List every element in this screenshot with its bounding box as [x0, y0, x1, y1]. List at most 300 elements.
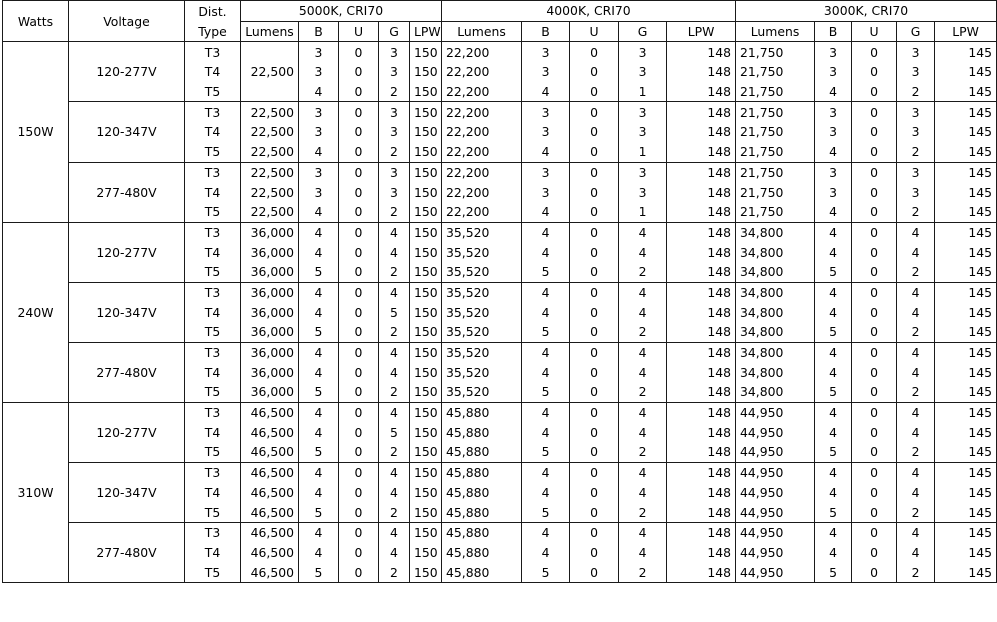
4000k-b-cell: 4	[522, 302, 570, 322]
3000k-g-cell: 3	[897, 122, 935, 142]
5000k-b-cell: 4	[299, 302, 339, 322]
3000k-lpw-cell: 145	[935, 562, 997, 582]
3000k-lumens-cell: 34,800	[736, 342, 815, 362]
voltage-cell: 120-277V	[69, 42, 185, 102]
3000k-g-cell: 4	[897, 483, 935, 503]
4000k-b-cell: 5	[522, 382, 570, 402]
3000k-u-cell: 0	[852, 562, 897, 582]
3000k-lumens-cell: 34,800	[736, 242, 815, 262]
5000k-lumens-cell: 22,500	[241, 162, 299, 182]
3000k-b-cell: 4	[815, 142, 852, 162]
dist-type-header-top: Dist.	[185, 1, 241, 22]
4000k-g-cell: 3	[619, 62, 667, 82]
5000k-g-cell: 4	[379, 362, 410, 382]
5000k-b-cell: 4	[299, 202, 339, 222]
header-row-groups	[3, 1, 997, 22]
lpw-header: LPW	[935, 21, 997, 42]
3000k-u-cell: 0	[852, 42, 897, 62]
5000k-b-cell: 3	[299, 122, 339, 142]
4000k-lumens-cell: 45,880	[442, 543, 522, 563]
3000k-g-cell: 2	[897, 82, 935, 102]
5000k-lumens-cell: 46,500	[241, 522, 299, 542]
5000k-lumens-cell: 22,500	[241, 202, 299, 222]
3000k-g-cell: 4	[897, 302, 935, 322]
4000k-g-cell: 4	[619, 483, 667, 503]
5000k-lpw-cell: 150	[410, 522, 442, 542]
dist-type-cell: T4	[185, 62, 241, 82]
4000k-lumens-cell: 35,520	[442, 302, 522, 322]
4000k-u-cell: 0	[570, 122, 619, 142]
5000k-lumens-cell: 46,500	[241, 502, 299, 522]
3000k-b-cell: 4	[815, 522, 852, 542]
4000k-u-cell: 0	[570, 302, 619, 322]
4000k-lpw-cell: 148	[667, 242, 736, 262]
4000k-lpw-cell: 148	[667, 42, 736, 62]
dist-type-cell: T4	[185, 302, 241, 322]
4000k-b-cell: 4	[522, 522, 570, 542]
3000k-lumens-cell: 34,800	[736, 362, 815, 382]
5000k-lpw-cell: 150	[410, 62, 442, 82]
4000k-b-cell: 3	[522, 182, 570, 202]
3000k-u-cell: 0	[852, 162, 897, 182]
4000k-g-cell: 4	[619, 282, 667, 302]
5000k-lpw-cell: 150	[410, 543, 442, 563]
3000k-lumens-cell: 34,800	[736, 222, 815, 242]
4000k-g-cell: 2	[619, 262, 667, 282]
5000k-u-cell: 0	[339, 222, 379, 242]
3000k-lumens-cell: 21,750	[736, 102, 815, 122]
5000k-g-cell: 4	[379, 282, 410, 302]
lumens-header: Lumens	[442, 21, 522, 42]
watts-header: Watts	[3, 1, 69, 42]
4000k-u-cell: 0	[570, 442, 619, 462]
4000k-g-cell: 1	[619, 82, 667, 102]
watts-cell: 150W	[3, 42, 69, 222]
5000k-lumens-cell: 46,500	[241, 483, 299, 503]
4000k-u-cell: 0	[570, 422, 619, 442]
3000k-b-cell: 5	[815, 262, 852, 282]
5000k-g-cell: 5	[379, 422, 410, 442]
3000k-lpw-cell: 145	[935, 142, 997, 162]
u-header: U	[339, 21, 379, 42]
5000k-g-cell: 2	[379, 142, 410, 162]
5000k-lumens-cell	[241, 42, 299, 62]
5000k-lumens-cell: 36,000	[241, 282, 299, 302]
3000k-b-cell: 4	[815, 222, 852, 242]
5000k-g-cell: 4	[379, 222, 410, 242]
3000k-lumens-cell: 34,800	[736, 262, 815, 282]
4000k-b-cell: 4	[522, 342, 570, 362]
4000k-u-cell: 0	[570, 483, 619, 503]
4000k-lumens-cell: 45,880	[442, 522, 522, 542]
3000k-u-cell: 0	[852, 142, 897, 162]
4000k-g-cell: 4	[619, 302, 667, 322]
3000k-lpw-cell: 145	[935, 242, 997, 262]
5000k-g-cell: 4	[379, 462, 410, 482]
spec-table	[2, 0, 997, 583]
3000k-lumens-cell: 21,750	[736, 162, 815, 182]
4000k-lumens-cell: 45,880	[442, 422, 522, 442]
voltage-cell: 120-277V	[69, 222, 185, 282]
3000k-u-cell: 0	[852, 442, 897, 462]
4000k-g-cell: 3	[619, 182, 667, 202]
4000k-u-cell: 0	[570, 402, 619, 422]
4000k-b-cell: 4	[522, 483, 570, 503]
table-row	[3, 342, 997, 362]
5000k-lpw-cell: 150	[410, 282, 442, 302]
5000k-g-cell: 3	[379, 42, 410, 62]
dist-type-cell: T3	[185, 42, 241, 62]
4000k-u-cell: 0	[570, 202, 619, 222]
dist-type-cell: T4	[185, 122, 241, 142]
5000k-b-cell: 4	[299, 422, 339, 442]
5000k-u-cell: 0	[339, 543, 379, 563]
lpw-header: LPW	[410, 21, 442, 42]
5000k-u-cell: 0	[339, 202, 379, 222]
5000k-lpw-cell: 150	[410, 362, 442, 382]
4000k-b-cell: 4	[522, 142, 570, 162]
4000k-lumens-cell: 35,520	[442, 262, 522, 282]
3000k-u-cell: 0	[852, 282, 897, 302]
4000k-lpw-cell: 148	[667, 522, 736, 542]
4000k-g-cell: 3	[619, 42, 667, 62]
3000k-u-cell: 0	[852, 222, 897, 242]
3000k-lpw-cell: 145	[935, 502, 997, 522]
5000k-u-cell: 0	[339, 302, 379, 322]
3000k-u-cell: 0	[852, 202, 897, 222]
4000k-lumens-cell: 22,200	[442, 182, 522, 202]
4000k-lumens-cell: 22,200	[442, 42, 522, 62]
4000k-lpw-cell: 148	[667, 102, 736, 122]
3000k-b-cell: 4	[815, 543, 852, 563]
3000k-lumens-cell: 21,750	[736, 42, 815, 62]
4000k-b-cell: 3	[522, 42, 570, 62]
5000k-lumens-cell: 36,000	[241, 262, 299, 282]
3000k-lpw-cell: 145	[935, 462, 997, 482]
3000k-lpw-cell: 145	[935, 122, 997, 142]
3000k-b-cell: 5	[815, 442, 852, 462]
3000k-u-cell: 0	[852, 342, 897, 362]
5000k-lpw-cell: 150	[410, 562, 442, 582]
5000k-lumens-cell: 22,500	[241, 122, 299, 142]
dist-type-cell: T4	[185, 362, 241, 382]
4000k-b-cell: 5	[522, 502, 570, 522]
3000k-lpw-cell: 145	[935, 402, 997, 422]
3000k-lumens-cell: 44,950	[736, 402, 815, 422]
5000k-g-cell: 2	[379, 502, 410, 522]
4000k-b-cell: 4	[522, 402, 570, 422]
5000k-g-cell: 2	[379, 562, 410, 582]
4000k-g-cell: 3	[619, 162, 667, 182]
4000k-lpw-cell: 148	[667, 302, 736, 322]
3000k-u-cell: 0	[852, 483, 897, 503]
3000k-lumens-cell: 34,800	[736, 282, 815, 302]
dist-type-cell: T5	[185, 82, 241, 102]
dist-type-cell: T5	[185, 142, 241, 162]
4000k-g-cell: 3	[619, 122, 667, 142]
5000k-g-cell: 2	[379, 442, 410, 462]
4000k-lpw-cell: 148	[667, 122, 736, 142]
4000k-g-cell: 3	[619, 102, 667, 122]
5000k-u-cell: 0	[339, 422, 379, 442]
5000k-u-cell: 0	[339, 483, 379, 503]
4000k-lumens-cell: 35,520	[442, 282, 522, 302]
4000k-lumens-cell: 35,520	[442, 222, 522, 242]
4000k-b-cell: 3	[522, 102, 570, 122]
3000k-b-cell: 4	[815, 462, 852, 482]
5000k-b-cell: 4	[299, 282, 339, 302]
3000k-lpw-cell: 145	[935, 483, 997, 503]
5000k-g-cell: 3	[379, 122, 410, 142]
5000k-lpw-cell: 150	[410, 342, 442, 362]
3000k-g-cell: 2	[897, 502, 935, 522]
3000k-u-cell: 0	[852, 422, 897, 442]
voltage-cell: 277-480V	[69, 162, 185, 222]
4000k-lpw-cell: 148	[667, 182, 736, 202]
3000k-g-cell: 4	[897, 543, 935, 563]
4000k-u-cell: 0	[570, 142, 619, 162]
3000k-lpw-cell: 145	[935, 222, 997, 242]
3000k-g-cell: 3	[897, 182, 935, 202]
5000k-b-cell: 4	[299, 342, 339, 362]
4000k-u-cell: 0	[570, 182, 619, 202]
3000k-lpw-cell: 145	[935, 102, 997, 122]
table-row	[3, 522, 997, 542]
5000k-lpw-cell: 150	[410, 182, 442, 202]
b-header: B	[299, 21, 339, 42]
g-header: G	[379, 21, 410, 42]
dist-type-cell: T5	[185, 322, 241, 342]
4000k-u-cell: 0	[570, 342, 619, 362]
3000k-lpw-cell: 145	[935, 262, 997, 282]
5000k-lumens-cell: 36,000	[241, 322, 299, 342]
5000k-u-cell: 0	[339, 262, 379, 282]
dist-type-cell: T3	[185, 462, 241, 482]
3000k-lpw-cell: 145	[935, 82, 997, 102]
table-row	[3, 42, 997, 62]
table-row	[3, 462, 997, 482]
3000k-g-cell: 2	[897, 262, 935, 282]
dist-type-cell: T5	[185, 502, 241, 522]
5000k-u-cell: 0	[339, 322, 379, 342]
u-header: U	[852, 21, 897, 42]
5000k-b-cell: 4	[299, 522, 339, 542]
3000k-g-cell: 4	[897, 362, 935, 382]
4000k-b-cell: 3	[522, 122, 570, 142]
4000k-b-cell: 4	[522, 282, 570, 302]
4000k-lpw-cell: 148	[667, 422, 736, 442]
5000k-lpw-cell: 150	[410, 442, 442, 462]
cct-3000k-header: 3000K, CRI70	[736, 1, 997, 22]
5000k-lumens-cell	[241, 82, 299, 102]
3000k-lumens-cell: 44,950	[736, 502, 815, 522]
dist-type-cell: T4	[185, 543, 241, 563]
dist-type-header-bottom: Type	[185, 21, 241, 42]
5000k-b-cell: 5	[299, 382, 339, 402]
4000k-g-cell: 4	[619, 342, 667, 362]
3000k-u-cell: 0	[852, 502, 897, 522]
5000k-b-cell: 4	[299, 82, 339, 102]
5000k-lumens-cell: 36,000	[241, 362, 299, 382]
3000k-g-cell: 2	[897, 322, 935, 342]
g-header: G	[619, 21, 667, 42]
3000k-g-cell: 4	[897, 342, 935, 362]
5000k-u-cell: 0	[339, 82, 379, 102]
dist-type-cell: T5	[185, 262, 241, 282]
5000k-lumens-cell: 46,500	[241, 543, 299, 563]
4000k-g-cell: 2	[619, 502, 667, 522]
5000k-b-cell: 4	[299, 142, 339, 162]
5000k-u-cell: 0	[339, 362, 379, 382]
voltage-cell: 120-347V	[69, 282, 185, 342]
dist-type-cell: T3	[185, 282, 241, 302]
4000k-u-cell: 0	[570, 222, 619, 242]
table-row	[3, 282, 997, 302]
3000k-lpw-cell: 145	[935, 362, 997, 382]
4000k-lumens-cell: 35,520	[442, 382, 522, 402]
4000k-b-cell: 5	[522, 322, 570, 342]
4000k-lumens-cell: 35,520	[442, 242, 522, 262]
5000k-g-cell: 4	[379, 522, 410, 542]
5000k-g-cell: 4	[379, 242, 410, 262]
5000k-u-cell: 0	[339, 142, 379, 162]
5000k-b-cell: 4	[299, 402, 339, 422]
5000k-g-cell: 3	[379, 62, 410, 82]
voltage-cell: 120-347V	[69, 462, 185, 522]
3000k-lpw-cell: 145	[935, 382, 997, 402]
3000k-lumens-cell: 44,950	[736, 543, 815, 563]
3000k-b-cell: 4	[815, 242, 852, 262]
4000k-g-cell: 4	[619, 402, 667, 422]
cct-5000k-header: 5000K, CRI70	[241, 1, 442, 22]
4000k-lpw-cell: 148	[667, 62, 736, 82]
4000k-lumens-cell: 22,200	[442, 202, 522, 222]
4000k-lpw-cell: 148	[667, 142, 736, 162]
3000k-u-cell: 0	[852, 402, 897, 422]
5000k-g-cell: 4	[379, 342, 410, 362]
3000k-g-cell: 4	[897, 222, 935, 242]
5000k-b-cell: 5	[299, 442, 339, 462]
lumens-header: Lumens	[241, 21, 299, 42]
3000k-u-cell: 0	[852, 182, 897, 202]
table-row	[3, 402, 997, 422]
4000k-lpw-cell: 148	[667, 82, 736, 102]
b-header: B	[815, 21, 852, 42]
dist-type-cell: T3	[185, 102, 241, 122]
5000k-lumens-cell: 36,000	[241, 302, 299, 322]
voltage-cell: 277-480V	[69, 522, 185, 582]
5000k-lumens-cell: 22,500	[241, 102, 299, 122]
voltage-cell: 120-277V	[69, 402, 185, 462]
5000k-u-cell: 0	[339, 462, 379, 482]
3000k-g-cell: 2	[897, 382, 935, 402]
5000k-g-cell: 4	[379, 543, 410, 563]
4000k-b-cell: 4	[522, 82, 570, 102]
4000k-lumens-cell: 22,200	[442, 162, 522, 182]
4000k-b-cell: 4	[522, 202, 570, 222]
5000k-lumens-cell: 46,500	[241, 462, 299, 482]
5000k-lumens-cell: 46,500	[241, 402, 299, 422]
5000k-lpw-cell: 150	[410, 322, 442, 342]
5000k-lumens-cell: 36,000	[241, 222, 299, 242]
4000k-lpw-cell: 148	[667, 162, 736, 182]
4000k-g-cell: 2	[619, 442, 667, 462]
4000k-b-cell: 5	[522, 262, 570, 282]
watts-cell: 240W	[3, 222, 69, 402]
4000k-b-cell: 4	[522, 422, 570, 442]
4000k-u-cell: 0	[570, 62, 619, 82]
5000k-g-cell: 4	[379, 402, 410, 422]
3000k-lumens-cell: 34,800	[736, 302, 815, 322]
3000k-u-cell: 0	[852, 262, 897, 282]
4000k-lumens-cell: 35,520	[442, 362, 522, 382]
4000k-b-cell: 5	[522, 562, 570, 582]
4000k-lpw-cell: 148	[667, 282, 736, 302]
dist-type-cell: T5	[185, 202, 241, 222]
5000k-u-cell: 0	[339, 102, 379, 122]
4000k-lumens-cell: 22,200	[442, 82, 522, 102]
4000k-lpw-cell: 148	[667, 202, 736, 222]
5000k-lpw-cell: 150	[410, 102, 442, 122]
5000k-b-cell: 4	[299, 543, 339, 563]
5000k-g-cell: 2	[379, 382, 410, 402]
4000k-b-cell: 4	[522, 362, 570, 382]
3000k-b-cell: 5	[815, 562, 852, 582]
3000k-lpw-cell: 145	[935, 302, 997, 322]
5000k-u-cell: 0	[339, 502, 379, 522]
4000k-u-cell: 0	[570, 382, 619, 402]
3000k-lpw-cell: 145	[935, 543, 997, 563]
4000k-lpw-cell: 148	[667, 362, 736, 382]
5000k-lpw-cell: 150	[410, 382, 442, 402]
4000k-b-cell: 4	[522, 222, 570, 242]
3000k-lpw-cell: 145	[935, 442, 997, 462]
3000k-u-cell: 0	[852, 322, 897, 342]
g-header: G	[897, 21, 935, 42]
5000k-u-cell: 0	[339, 122, 379, 142]
5000k-g-cell: 3	[379, 162, 410, 182]
3000k-g-cell: 4	[897, 402, 935, 422]
4000k-b-cell: 4	[522, 543, 570, 563]
5000k-b-cell: 3	[299, 182, 339, 202]
5000k-g-cell: 3	[379, 182, 410, 202]
3000k-g-cell: 3	[897, 162, 935, 182]
4000k-lumens-cell: 45,880	[442, 502, 522, 522]
4000k-u-cell: 0	[570, 522, 619, 542]
3000k-lumens-cell: 44,950	[736, 462, 815, 482]
5000k-u-cell: 0	[339, 382, 379, 402]
4000k-g-cell: 4	[619, 242, 667, 262]
3000k-g-cell: 4	[897, 422, 935, 442]
4000k-lumens-cell: 22,200	[442, 62, 522, 82]
b-header: B	[522, 21, 570, 42]
3000k-lumens-cell: 44,950	[736, 483, 815, 503]
dist-type-cell: T4	[185, 242, 241, 262]
5000k-lumens-cell: 46,500	[241, 422, 299, 442]
4000k-lpw-cell: 148	[667, 502, 736, 522]
dist-type-cell: T3	[185, 162, 241, 182]
cct-4000k-header: 4000K, CRI70	[442, 1, 736, 22]
dist-type-cell: T4	[185, 422, 241, 442]
3000k-lumens-cell: 21,750	[736, 182, 815, 202]
4000k-u-cell: 0	[570, 282, 619, 302]
5000k-u-cell: 0	[339, 182, 379, 202]
3000k-lumens-cell: 44,950	[736, 522, 815, 542]
5000k-lpw-cell: 150	[410, 462, 442, 482]
5000k-b-cell: 5	[299, 322, 339, 342]
4000k-g-cell: 1	[619, 142, 667, 162]
dist-type-cell: T4	[185, 182, 241, 202]
